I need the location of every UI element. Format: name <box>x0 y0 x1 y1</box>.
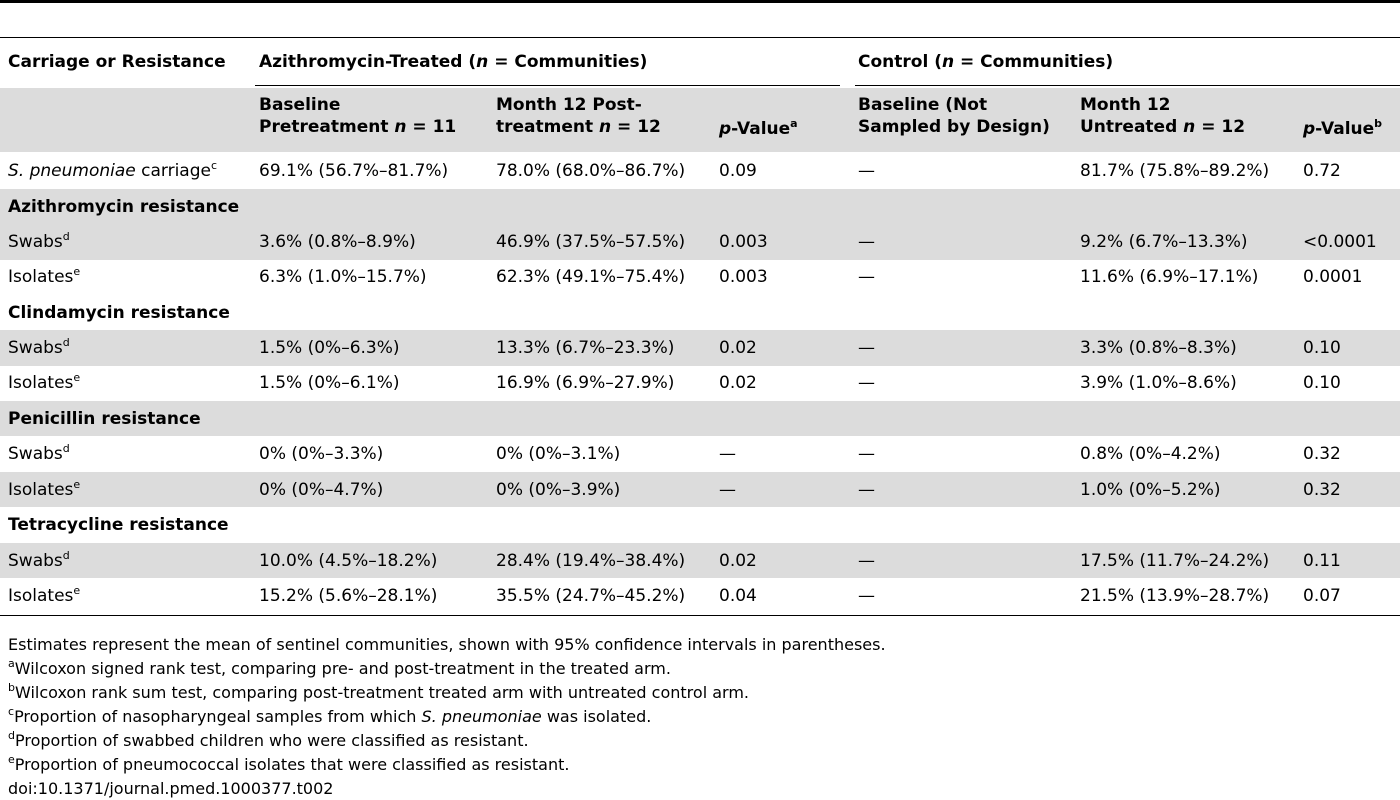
footnote-c: $^c$Proportion of nasopharyngeal samples from which S. pneumoniae was isolated. <box>8 705 652 726</box>
table-cell: 11.6% (6.9%–17.1%) <box>1080 267 1259 287</box>
table-cell: 0% (0%–4.7%) <box>259 480 384 500</box>
table-cell: 1.5% (0%–6.1%) <box>259 373 400 393</box>
section-title-azithromycin: Azithromycin resistance <box>8 197 240 217</box>
row-label-swabs: Swabs$^d$ <box>8 549 70 571</box>
header-carriage-label: Carriage or Resistance <box>8 52 226 72</box>
subheader-month12-untreated: Month 12 Untreated n = 12 <box>1080 95 1246 137</box>
table-cell: — <box>858 338 875 358</box>
table-cell: 17.5% (11.7%–24.2%) <box>1080 551 1270 571</box>
table-cell: 3.6% (0.8%–8.9%) <box>259 232 416 252</box>
table-cell: 28.4% (19.4%–38.4%) <box>496 551 686 571</box>
table-cell: 0.32 <box>1303 444 1341 464</box>
carriage-cell: 0.09 <box>719 161 757 181</box>
header-control-group: Control (n = Communities) <box>858 52 1114 72</box>
row-label-isolates: Isolates$^e$ <box>8 265 81 287</box>
table-cell: 0.02 <box>719 551 757 571</box>
table-cell: — <box>858 551 875 571</box>
subheader-p-value-a: p-Value$^a$ <box>719 117 798 139</box>
table-cell: 0.003 <box>719 267 768 287</box>
row-label-isolates: Isolates$^e$ <box>8 371 81 393</box>
table-header-rule <box>0 37 1400 38</box>
table-cell: 15.2% (5.6%–28.1%) <box>259 586 438 606</box>
table-cell: — <box>858 373 875 393</box>
row-label-isolates: Isolates$^e$ <box>8 584 81 606</box>
header-azithromycin-group: Azithromycin-Treated (n = Communities) <box>259 52 648 72</box>
row-label-swabs: Swabs$^d$ <box>8 336 70 358</box>
table-cell: 10.0% (4.5%–18.2%) <box>259 551 438 571</box>
footnote-d: $^d$Proportion of swabbed children who were classified as resistant. <box>8 729 529 750</box>
table-cell: 1.0% (0%–5.2%) <box>1080 480 1221 500</box>
table-cell: — <box>858 480 875 500</box>
table-cell: 3.9% (1.0%–8.6%) <box>1080 373 1237 393</box>
table-cell: 0.8% (0%–4.2%) <box>1080 444 1221 464</box>
table-cell: 13.3% (6.7%–23.3%) <box>496 338 675 358</box>
table-cell: 62.3% (49.1%–75.4%) <box>496 267 686 287</box>
table-cell: 0.10 <box>1303 373 1341 393</box>
azithromycin-group-underline <box>255 85 840 86</box>
table-cell: — <box>719 480 736 500</box>
control-group-underline <box>855 85 1400 86</box>
table-bottom-rule <box>0 615 1400 616</box>
section-shade <box>0 401 1400 436</box>
table-cell: 0.02 <box>719 373 757 393</box>
table-cell: 0.32 <box>1303 480 1341 500</box>
footnote-e: $^e$Proportion of pneumococcal isolates that were classified as resistant. <box>8 753 570 774</box>
table-cell: 35.5% (24.7%–45.2%) <box>496 586 686 606</box>
table-cell: 16.9% (6.9%–27.9%) <box>496 373 675 393</box>
table-cell: 0% (0%–3.3%) <box>259 444 384 464</box>
table-cell: 0.003 <box>719 232 768 252</box>
carriage-cell: 78.0% (68.0%–86.7%) <box>496 161 686 181</box>
carriage-cell: 0.72 <box>1303 161 1341 181</box>
section-title-penicillin: Penicillin resistance <box>8 409 201 429</box>
doi-link[interactable]: doi:10.1371/journal.pmed.1000377.t002 <box>8 779 334 798</box>
table-cell: 6.3% (1.0%–15.7%) <box>259 267 427 287</box>
table-cell: 0% (0%–3.1%) <box>496 444 621 464</box>
table-cell: 0.11 <box>1303 551 1341 571</box>
footnote-intro: Estimates represent the mean of sentinel communities, shown with 95% confidence intervals in parentheses. <box>8 635 886 654</box>
table-cell: 1.5% (0%–6.3%) <box>259 338 400 358</box>
table-top-rule <box>0 0 1400 3</box>
row-label-swabs: Swabs$^d$ <box>8 230 70 252</box>
table-cell: 0.07 <box>1303 586 1341 606</box>
subheader-month12-posttreatment: Month 12 Post- treatment n = 12 <box>496 95 661 137</box>
table-cell: — <box>719 444 736 464</box>
table-cell: 21.5% (13.9%–28.7%) <box>1080 586 1270 606</box>
carriage-row-label: S. pneumoniae carriage$^c$ <box>8 159 218 181</box>
row-label-swabs: Swabs$^d$ <box>8 442 70 464</box>
table-cell: — <box>858 232 875 252</box>
table-cell: <0.0001 <box>1303 232 1377 252</box>
section-title-clindamycin: Clindamycin resistance <box>8 303 230 323</box>
table-cell: 3.3% (0.8%–8.3%) <box>1080 338 1237 358</box>
carriage-cell: 69.1% (56.7%–81.7%) <box>259 161 449 181</box>
table-cell: — <box>858 267 875 287</box>
table-cell: 0.10 <box>1303 338 1341 358</box>
carriage-cell: — <box>858 161 875 181</box>
table-cell: — <box>858 586 875 606</box>
subheader-baseline-pretreatment: Baseline Pretreatment n = 11 <box>259 95 457 137</box>
table-cell: — <box>858 444 875 464</box>
table-cell: 0.02 <box>719 338 757 358</box>
table-cell: 0% (0%–3.9%) <box>496 480 621 500</box>
carriage-cell: 81.7% (75.8%–89.2%) <box>1080 161 1270 181</box>
footnote-b: $^b$Wilcoxon rank sum test, comparing post-treatment treated arm with untreated control arm. <box>8 681 749 702</box>
table-cell: 0.04 <box>719 586 757 606</box>
table-cell: 46.9% (37.5%–57.5%) <box>496 232 686 252</box>
subheader-p-value-b: p-Value$^b$ <box>1303 117 1383 139</box>
row-label-isolates: Isolates$^e$ <box>8 478 81 500</box>
subheader-baseline-not-sampled: Baseline (Not Sampled by Design) <box>858 95 1050 137</box>
footnote-a: $^a$Wilcoxon signed rank test, comparing pre- and post-treatment in the treated arm. <box>8 657 671 678</box>
section-title-tetracycline: Tetracycline resistance <box>8 515 229 535</box>
table-cell: 0.0001 <box>1303 267 1363 287</box>
table-cell: 9.2% (6.7%–13.3%) <box>1080 232 1248 252</box>
